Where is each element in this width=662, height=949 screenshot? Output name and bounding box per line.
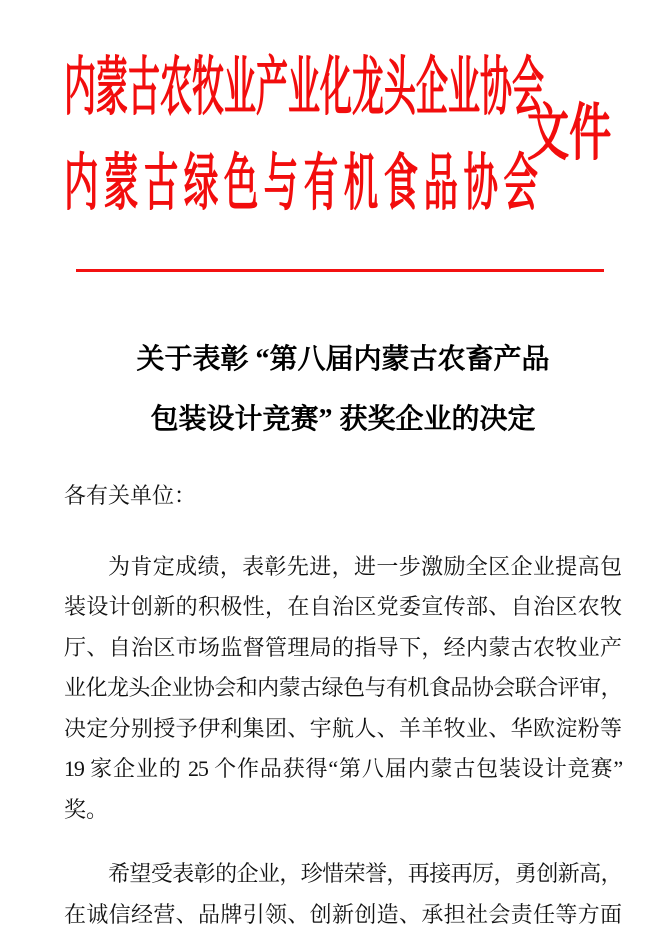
body-line: 19 家企业的 25 个作品获得“第八届内蒙古包装设计竞赛” <box>64 756 622 781</box>
body-line: 奖。 <box>64 796 109 822</box>
salutation-line: 各有关单位： <box>64 483 197 508</box>
title-line-2: 包装设计竞赛” 获奖企业的决定 <box>150 404 536 435</box>
body-line: 希望受表彰的企业，珍惜荣誉，再接再厉，勇创新高， <box>108 861 622 886</box>
paragraph-2 <box>64 854 622 935</box>
body-line: 在诚信经营、品牌引领、创新创造、承担社会责任等方面 <box>64 901 622 927</box>
red-divider-rule <box>76 269 604 272</box>
letterhead-doc-type-label: 文件 <box>527 100 612 168</box>
body-line: 业化龙头企业协会和内蒙古绿色与有机食品协会联合评审， <box>64 675 622 700</box>
body-line: 决定分别授予伊利集团、宇航人、羊羊牧业、华欧淀粉等 <box>64 715 622 741</box>
body-line: 厅、自治区市场监督管理局的指导下，经内蒙古农牧业产 <box>64 634 622 660</box>
letterhead-org-name-2: 内蒙古绿色与有机食品协会 <box>64 150 544 218</box>
document-body <box>64 476 622 935</box>
letterhead-org-name-1: 内蒙古农牧业产业化龙头企业协会 <box>64 52 544 123</box>
body-line: 装设计创新的积极性，在自治区党委宣传部、自治区农牧 <box>64 594 622 619</box>
body-line: 为肯定成绩，表彰先进，进一步激励全区企业提高包 <box>108 553 622 579</box>
title-line-1: 关于表彰 “第八届内蒙古农畜产品 <box>136 344 550 375</box>
document-title <box>64 330 622 450</box>
paragraph-1 <box>64 547 622 831</box>
